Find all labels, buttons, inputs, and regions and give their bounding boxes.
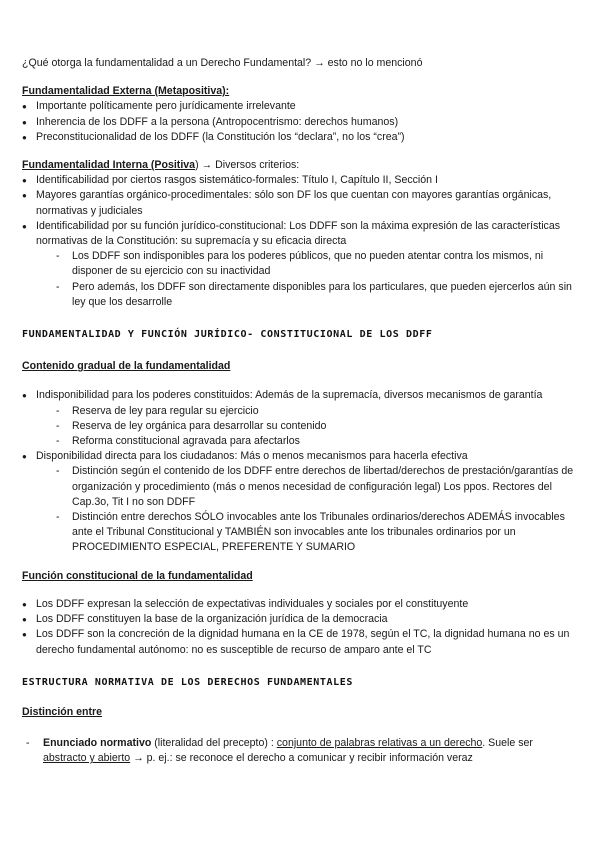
list-externa [22,99,578,145]
term-enunciado: Enunciado normativo [43,737,152,750]
sub-list-item: - Pero además, los DDFF son directamente disponibles para los particulares, que pueden ejercerlos aún sin ley que los desarrolle [22,280,578,310]
sub-list-item: - Distinción entre derechos SÓLO invocables ante los Tribunales ordinarios/derechos ADEMÁS invocables ante el Tribunal Constitucional y TAMBIÉN son invocables ante los tribunales ordinarios por un PROCEDIMIENTO ESPECIAL, PREFERENTE Y SUMARIO [22,510,578,556]
list-item: ● Mayores garantías orgánico-procedimentales: sólo son DF los que cuentan con mayores garantías orgánicas, normativas y judiciales [22,188,578,218]
list-item: ● Importante políticamente pero jurídicamente irrelevante [22,99,578,114]
definition-example: → p. ej.: se reconoce el derecho a comunicar y recibir información veraz [130,752,473,765]
sub-list-item: - Distinción según el contenido de los DDFF entre derechos de libertad/derechos de prestación/garantías de organización y procedimiento (más o menos necesidad de configuración legal) Los ppos. Rectores del Cap.3o, Tit I no son DDFF [22,464,578,510]
sub-list-item: - Reserva de ley para regular su ejercicio [22,404,578,419]
sub-list-item: - Reserva de ley orgánica para desarrollar su contenido [22,419,578,434]
list-interna [22,173,578,310]
list-item: ● Indisponibilidad para los poderes constituidos: Además de la supremacía, diversos mecanismos de garantía [22,388,578,403]
definition-text: (literalidad del precepto) : [151,737,277,750]
list-item: ● Inherencia de los DDFF a la persona (Antropocentrismo: derechos humanos) [22,115,578,130]
definition-underlined: abstracto y abierto [43,752,131,765]
list-item: ● Los DDFF constituyen la base de la organización jurídica de la democracia [22,612,578,627]
list-distincion [22,736,578,766]
document-page [22,56,578,767]
intro-question: ¿Qué otorga la fundamentalidad a un Derecho Fundamental? → esto no lo mencionó [22,57,423,69]
list-item: ● Identificabilidad por su función jurídico-constitucional: Los DDFF son la máxima expresión de las características normativas de la Constitución: su supremacía y su eficacia directa [22,219,578,249]
heading-interna: Fundamentalidad Interna (Positiva [22,159,196,172]
list-gradual [22,388,578,555]
list-item: ● Los DDFF son la concreción de la dignidad humana en la CE de 1978, según el TC, la dignidad humana no es un derecho fundamental autónomo: no es susceptible de recurso de amparo ante el TC [22,627,578,657]
definition-underlined: conjunto de palabras relativas a un derecho [276,737,483,750]
list-item: ● Los DDFF expresan la selección de expectativas individuales y sociales por el constituyente [22,597,578,612]
sub-list-item: - Los DDFF son indisponibles para los poderes públicos, que no pueden atentar contra los mismos, ni disponer de su ejercicio con su inactividad [22,249,578,279]
heading-gradual: Contenido gradual de la fundamentalidad [22,360,231,373]
list-item: ● Identificabilidad por ciertos rasgos sistemático-formales: Título I, Capítulo II, Sección I [22,173,578,188]
heading-funcion: Función constitucional de la fundamentalidad [22,569,253,582]
definition-item [22,736,578,766]
sub-list-item: - Reforma constitucional agravada para afectarlos [22,434,578,449]
list-item: ● Preconstitucionalidad de los DDFF (la Constitución los “declara”, no los “crea”) [22,130,578,145]
heading-distincion: Distinción entre [22,705,103,718]
list-item: ● Disponibilidad directa para los ciudadanos: Más o menos mecanismos para hacerla efectiva [22,449,578,464]
list-funcion [22,597,578,658]
section-title-estructura: ESTRUCTURA NORMATIVA DE LOS DERECHOS FUNDAMENTALES [22,676,354,688]
heading-interna-line [22,158,578,173]
section-title-fundamentalidad: FUNDAMENTALIDAD Y FUNCIÓN JURÍDICO- CONSTITUCIONAL DE LOS DDFF [22,329,433,341]
heading-externa: Fundamentalidad Externa (Metapositiva): [22,85,230,98]
definition-text: . Suele ser [482,737,533,750]
heading-interna-tail: ) → Diversos criterios: [195,159,300,172]
